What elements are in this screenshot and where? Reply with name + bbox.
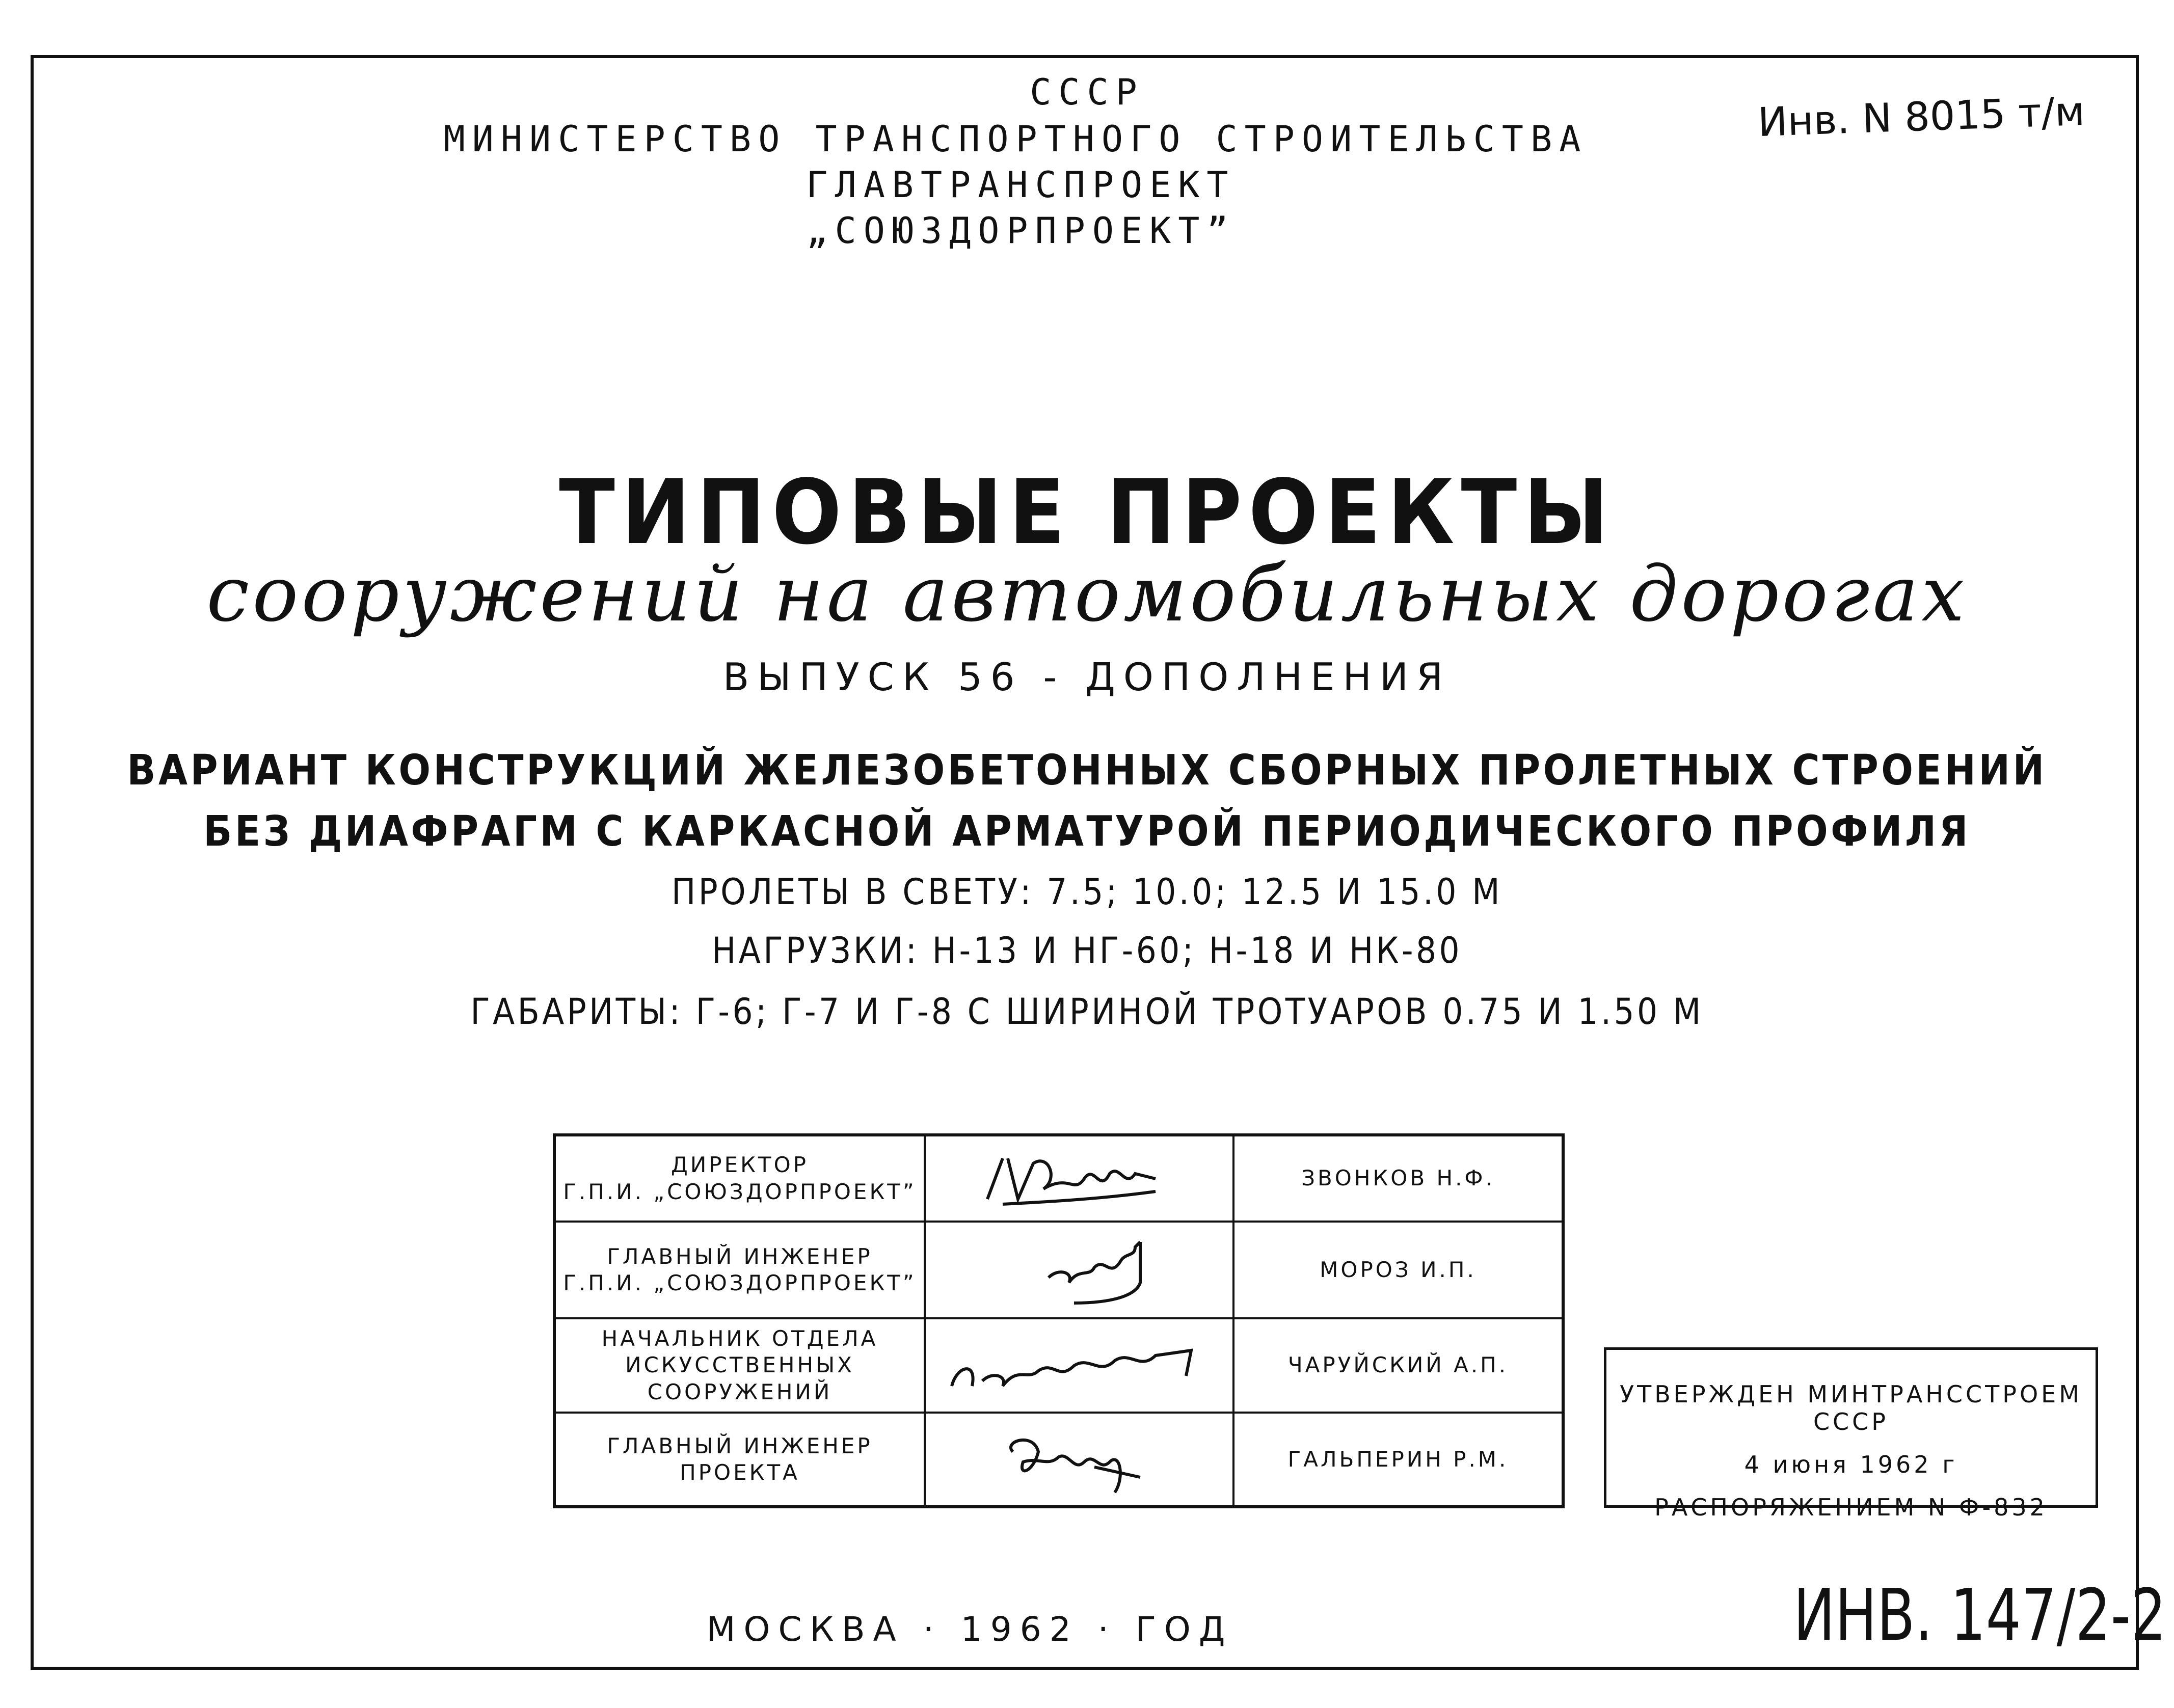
approval-order: РАСПОРЯЖЕНИЕМ N Ф-832 [1654, 1494, 2048, 1521]
signatory-name: ГАЛЬПЕРИН Р.М. [1233, 1413, 1563, 1507]
spans-spec: ПРОЛЕТЫ В СВЕТУ: 7.5; 10.0; 12.5 И 15.0 М [671, 871, 1503, 913]
header-institute: „СОЮЗДОРПРОЕКТ” [806, 210, 1236, 252]
header-department: ГЛАВТРАНСПРОЕКТ [806, 164, 1236, 206]
signatory-name: ЧАРУЙСКИЙ А.П. [1233, 1318, 1563, 1413]
approval-stamp [1604, 1347, 2098, 1521]
role-title: НАЧАЛЬНИК ОТДЕЛА [601, 1325, 878, 1351]
document-title: ТИПОВЫЕ ПРОЕКТЫ [559, 461, 1615, 564]
loads-spec: НАГРУЗКИ: Н-13 И НГ-60; Н-18 И НК-80 [711, 930, 1463, 971]
signature-scribble [936, 1330, 1222, 1401]
role-title: ГЛАВНЫЙ ИНЖЕНЕР [607, 1243, 873, 1269]
approval-line-1: УТВЕРЖДЕН МИНТРАНССТРОЕМ СССР [1620, 1380, 2082, 1435]
document-subtitle: сооружений на автомобильных дорогах [206, 550, 1968, 639]
role-cell [554, 1222, 925, 1318]
footer-city-year: МОСКВА · 1962 · ГОД [706, 1610, 1233, 1649]
description-line-2: БЕЗ ДИАФРАГМ С КАРКАСНОЙ АРМАТУРОЙ ПЕРИОДИЧЕСКОГО ПРОФИЛЯ [203, 807, 1971, 856]
signature-scribble [972, 1227, 1186, 1313]
handwritten-signature [925, 1135, 1233, 1222]
inventory-number-bottom: ИНВ. 147/2-2 [1793, 1574, 2166, 1657]
signatory-name: МОРОЗ И.П. [1233, 1222, 1563, 1318]
role-organization: Г.П.И. „СОЮЗДОРПРОЕКТ” [563, 1270, 917, 1295]
issue-number: ВЫПУСК 56 - ДОПОЛНЕНИЯ [722, 655, 1452, 699]
gauges-spec: ГАБАРИТЫ: Г-6; Г-7 И Г-8 С ШИРИНОЙ ТРОТУАРОВ 0.75 И 1.50 М [470, 991, 1704, 1033]
signature-row-project-engineer [554, 1413, 1563, 1507]
role-cell [554, 1318, 925, 1413]
signature-row-department-head [554, 1318, 1563, 1413]
signature-scribble [972, 1421, 1186, 1498]
role-cell [554, 1135, 925, 1222]
approval-date: 4 июня 1962 г [1744, 1451, 1958, 1478]
role-organization: Г.П.И. „СОЮЗДОРПРОЕКТ” [563, 1179, 917, 1204]
role-cell [554, 1413, 925, 1507]
role-organization: ИСКУССТВЕННЫХ СООРУЖЕНИЙ [625, 1352, 854, 1404]
role-organization: ПРОЕКТА [680, 1460, 800, 1485]
header-country: СССР [1030, 71, 1144, 113]
inventory-number-top: Инв. N 8015 т/м [1757, 88, 2086, 146]
signature-table [553, 1133, 1565, 1508]
signature-row-chief-engineer [554, 1222, 1563, 1318]
handwritten-signature [925, 1318, 1233, 1413]
role-title: ГЛАВНЫЙ ИНЖЕНЕР [607, 1433, 873, 1458]
header-ministry: МИНИСТЕРСТВО ТРАНСПОРТНОГО СТРОИТЕЛЬСТВА [443, 118, 1588, 160]
role-title: ДИРЕКТОР [671, 1152, 809, 1177]
signature-scribble [972, 1143, 1186, 1214]
signatory-name: ЗВОНКОВ Н.Ф. [1233, 1135, 1563, 1222]
signature-row-director [554, 1135, 1563, 1222]
handwritten-signature [925, 1222, 1233, 1318]
description-line-1: ВАРИАНТ КОНСТРУКЦИЙ ЖЕЛЕЗОБЕТОННЫХ СБОРНЫХ ПРОЛЕТНЫХ СТРОЕНИЙ [127, 746, 2047, 795]
handwritten-signature [925, 1413, 1233, 1507]
